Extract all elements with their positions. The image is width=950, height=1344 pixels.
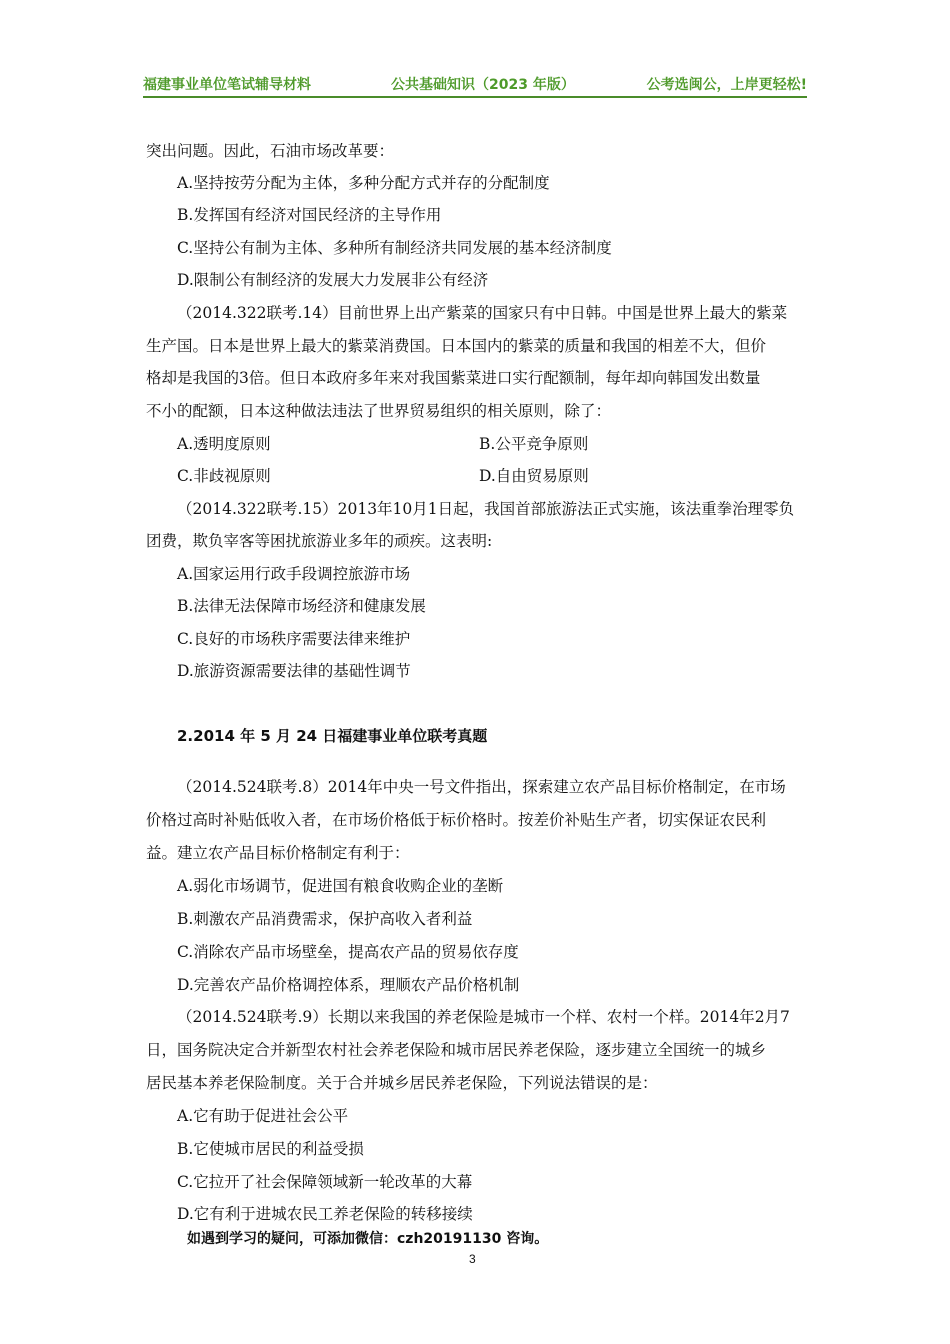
header-middle-title: 公共基础知识（2023 年版） [391,77,575,93]
contact-note: 如遇到学习的疑问，可添加微信：czh20191130 咨询。 [187,1231,549,1247]
option-b: B.法律无法保障市场经济和健康发展 [177,597,426,615]
page-header [143,66,807,98]
section-title: 2.2014 年 5 月 24 日福建事业单位联考真题 [177,727,488,745]
question-15-line: （2014.322联考.15）2013年10月1日起，我国首部旅游法正式实施，该法重拳治理零负 [177,500,795,518]
option-d: D.完善农产品价格调控体系，理顺农产品价格机制 [177,976,520,994]
option-a: A.坚持按劳分配为主体，多种分配方式并存的分配制度 [177,174,550,192]
option-c: C.非歧视原则 [177,467,271,485]
option-d: D.自由贸易原则 [479,467,589,485]
option-b: B.它使城市居民的利益受损 [177,1140,364,1158]
question-8-line: （2014.524联考.8）2014年中央一号文件指出，探索建立农产品目标价格制定，在市场 [177,778,786,796]
question-8-line: 益。建立农产品目标价格制定有利于： [146,844,410,862]
option-b: B.公平竞争原则 [479,435,589,453]
question-9-line: 日，国务院决定合并新型农村社会养老保险和城市居民养老保险，逐步建立全国统一的城乡 [146,1041,767,1059]
question-continuation: 突出问题。因此，石油市场改革要： [146,142,395,160]
question-14-line: 格却是我国的3倍。但日本政府多年来对我国紫菜进口实行配额制，每年却向韩国发出数量 [146,369,761,387]
option-a: A.国家运用行政手段调控旅游市场 [177,565,411,583]
question-14-line: （2014.322联考.14）目前世界上出产紫菜的国家只有中日韩。中国是世界上最大的紫菜 [177,304,788,322]
option-c: C.良好的市场秩序需要法律来维护 [177,630,411,648]
question-15-line: 团费，欺负宰客等困扰旅游业多年的顽疾。这表明: [146,532,493,550]
option-d: D.它有利于进城农民工养老保险的转移接续 [177,1205,473,1223]
option-b: B.发挥国有经济对国民经济的主导作用 [177,206,442,224]
option-d: D.限制公有制经济的发展大力发展非公有经济 [177,271,489,289]
header-right-slogan: 公考选闽公，上岸更轻松! [646,77,807,93]
question-9-line: 居民基本养老保险制度。关于合并城乡居民养老保险，下列说法错误的是： [146,1074,658,1092]
option-c: C.消除农产品市场壁垒，提高农产品的贸易依存度 [177,943,519,961]
option-c: C.它拉开了社会保障领域新一轮改革的大幕 [177,1173,473,1191]
header-left-title: 福建事业单位笔试辅导材料 [143,77,311,93]
option-a: A.弱化市场调节，促进国有粮食收购企业的垄断 [177,877,504,895]
question-14-line: 不小的配额，日本这种做法违法了世界贸易组织的相关原则，除了： [146,402,612,420]
option-c: C.坚持公有制为主体、多种所有制经济共同发展的基本经济制度 [177,239,612,257]
option-b: B.刺激农产品消费需求，保护高收入者利益 [177,910,473,928]
page-number: 3 [469,1252,476,1266]
question-14-line: 生产国。日本是世界上最大的紫菜消费国。日本国内的紫菜的质量和我国的相差不大，但价 [146,337,767,355]
option-a: A.透明度原则 [177,435,271,453]
option-d: D.旅游资源需要法律的基础性调节 [177,662,411,680]
question-9-line: （2014.524联考.9）长期以来我国的养老保险是城市一个样、农村一个样。2014年2月7 [177,1008,790,1026]
question-8-line: 价格过高时补贴低收入者，在市场价格低于标价格时。按差价补贴生产者，切实保证农民利 [146,811,767,829]
option-a: A.它有助于促进社会公平 [177,1107,349,1125]
